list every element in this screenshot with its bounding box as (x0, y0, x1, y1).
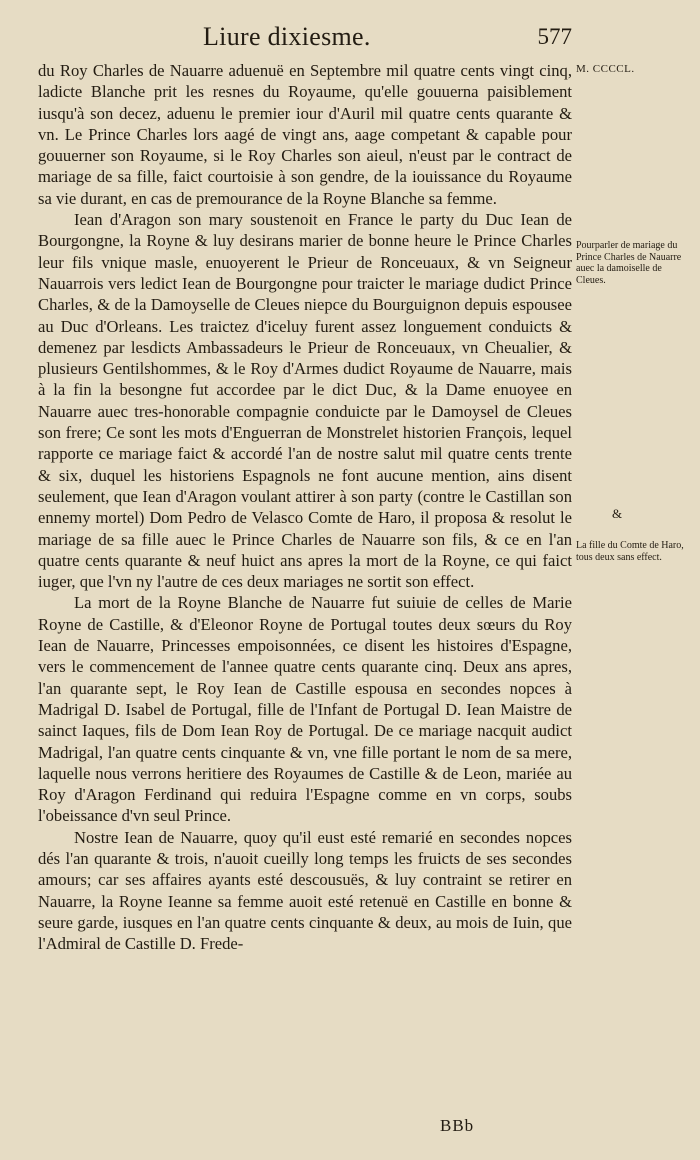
margin-ampersand: & (612, 506, 623, 521)
signature-mark: BBb (440, 1116, 475, 1135)
margin-note-comte-haro: La fille du Comte de Haro, tous deux sans effect. (576, 540, 684, 563)
page-header (38, 22, 572, 56)
paragraph-3: La mort de la Royne Blanche de Nauarre fut suiuie de celles de Marie Royne de Castille, & d'Eleonor Royne de Portugal toutes deux sœurs du Roy Iean de Nauarre, Princesses empoisonnées, ce disent les histoires d'Espagne, vers le commencement de l'annee quatre cents quarante cinq. Deux ans apres, l'an quarante sept, le Roy Iean de Castille espousa en secondes nopces à Madrigal D. Isabel de Portugal, fille de l'Infant de Portugal D. Iean Maistre de sainct Iaques, fils de Dom Iean Roy de Portugal. De ce mariage nacquit audict Madrigal, l'an quatre cents cinquante & vn, vne fille portant le nom de sa mere, laquelle nous verrons heritiere des Royaumes de Castille & de Leon, mariée au Roy d'Aragon Ferdinand qui reduira l'Espagne comme en vn corps, soubs l'obeissance d'vn seul Prince. (38, 593, 572, 826)
paragraph-1: du Roy Charles de Nauarre aduenuë en Septembre mil quatre cents vingt cinq, ladicte Blanche prit les resnes du Royaume, qu'elle gouuerna paisiblement iusqu'à son decez, aduenu le premier iour d'Auril mil quatre cents quarante & vn. Le Prince Charles lors aagé de vingt ans, aage competant & capable pour gouuerner son Royaume, si le Roy Charles son aieul, n'eust par le contract de mariage de sa fille, faict courtoisie à son gendre, de la iouissance du Royaume sa vie durant, en cas de premourance de la Royne Blanche sa femme. (38, 61, 572, 208)
paragraph-4: Nostre Iean de Nauarre, quoy qu'il eust esté remarié en secondes nopces dés l'an quarante & trois, n'auoit cueilly long temps les fruicts de ses secondes amours; car ses affaires ayants esté descousuës, & luy contraint se retirer en Nauarre, la Royne Ieanne sa femme auoit esté retenuë en Castille en bonne & seure garde, iusques en l'an quatre cents cinquante & deux, au mois de Iuin, que l'Admiral de Castille D. Frede- (38, 827, 572, 954)
margin-date-note: M. CCCCL. (576, 63, 635, 75)
running-title: Liure dixiesme. (203, 22, 371, 51)
main-text (38, 60, 572, 954)
margin-note-mariage-cleues: Pourparler de mariage du Prince Charles de Nauarre auec la damoiselle de Cleues. (576, 240, 682, 286)
page-number: 577 (537, 24, 572, 49)
paragraph-2: Iean d'Aragon son mary soustenoit en France le party du Duc Iean de Bourgongne, la Royne & luy desirans marier de bonne heure le Prince Charles leur fils vnique masle, enuoyerent le Prieur de Ronceuaux, & vn Seigneur Nauarrois vers ledict Iean de Bourgongne pour traicter le mariage dudict Prince Charles, & de la Damoyselle de Cleues niepce du Bourguignon depuis espousee au Duc d'Orleans. Les traictez d'iceluy furent assez longuement conduicts & demenez par lesdicts Ambassadeurs le Prieur de Ronceuaux, vn Cheualier, & plusieurs Gentilshommes, & le Roy d'Armes dudict Royaume de Nauarre, mais à la fin la besongne fut accordee par le dict Duc, & la Dame enuoyee en Nauarre auec tres-honorable compagnie conduicte par le Damoysel de Cleues son frere; Ce sont les mots d'Enguerran de Monstrelet historien François, lequel rapporte ce mariage faict & accordé l'an de nostre salut mil quatre cents trente & six, duquel les historiens Espagnols ne font aucune mention, ains disent seulement, que Iean d'Aragon voulant attirer à son party (contre le Castillan son ennemy mortel) Dom Pedro de Velasco Comte de Haro, il proposa & resolut le mariage de sa fille auec le Prince Charles de Nauarre son fils, & ce en l'an quatre cents quarante & neuf huict ans apres la mort de la Royne, ce qui faict iuger, que l'vn ny l'autre de ces deux mariages ne sortit son effect. (38, 210, 572, 592)
